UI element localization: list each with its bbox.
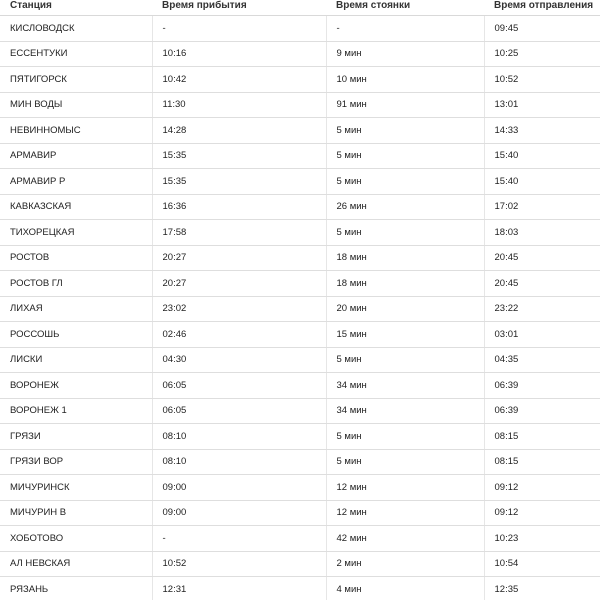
header-row bbox=[0, 0, 600, 16]
table-row bbox=[0, 449, 600, 475]
stop-cell: 5 мин bbox=[326, 143, 484, 169]
table-row bbox=[0, 16, 600, 42]
arrival-cell: 20:27 bbox=[152, 245, 326, 271]
station-cell: РОСТОВ ГЛ bbox=[0, 271, 152, 297]
stop-cell: 10 мин bbox=[326, 67, 484, 93]
stop-cell: 34 мин bbox=[326, 398, 484, 424]
station-cell: РОСТОВ bbox=[0, 245, 152, 271]
departure-cell: 23:22 bbox=[484, 296, 600, 322]
departure-cell: 03:01 bbox=[484, 322, 600, 348]
station-cell: ГРЯЗИ bbox=[0, 424, 152, 450]
stop-cell: 12 мин bbox=[326, 475, 484, 501]
arrival-cell: 04:30 bbox=[152, 347, 326, 373]
stop-cell: 91 мин bbox=[326, 92, 484, 118]
header-arrival: Время прибытия bbox=[152, 0, 326, 16]
arrival-cell: 10:42 bbox=[152, 67, 326, 93]
station-cell: ВОРОНЕЖ bbox=[0, 373, 152, 399]
stop-cell: 20 мин bbox=[326, 296, 484, 322]
departure-cell: 12:35 bbox=[484, 577, 600, 600]
table-row bbox=[0, 551, 600, 577]
station-cell: ЛИСКИ bbox=[0, 347, 152, 373]
departure-cell: 10:54 bbox=[484, 551, 600, 577]
table-row bbox=[0, 41, 600, 67]
station-cell: АЛ НЕВСКАЯ bbox=[0, 551, 152, 577]
arrival-cell: - bbox=[152, 526, 326, 552]
station-cell: НЕВИННОМЫС bbox=[0, 118, 152, 144]
stop-cell: 42 мин bbox=[326, 526, 484, 552]
departure-cell: 10:23 bbox=[484, 526, 600, 552]
table-row bbox=[0, 118, 600, 144]
header-stop: Время стоянки bbox=[326, 0, 484, 16]
arrival-cell: - bbox=[152, 16, 326, 42]
departure-cell: 20:45 bbox=[484, 245, 600, 271]
stop-cell: 34 мин bbox=[326, 373, 484, 399]
arrival-cell: 15:35 bbox=[152, 143, 326, 169]
arrival-cell: 17:58 bbox=[152, 220, 326, 246]
stop-cell: 5 мин bbox=[326, 424, 484, 450]
table-row bbox=[0, 347, 600, 373]
departure-cell: 18:03 bbox=[484, 220, 600, 246]
departure-cell: 08:15 bbox=[484, 449, 600, 475]
departure-cell: 20:45 bbox=[484, 271, 600, 297]
stop-cell: 5 мин bbox=[326, 118, 484, 144]
stop-cell: 18 мин bbox=[326, 271, 484, 297]
stop-cell: 26 мин bbox=[326, 194, 484, 220]
station-cell: МИН ВОДЫ bbox=[0, 92, 152, 118]
departure-cell: 04:35 bbox=[484, 347, 600, 373]
arrival-cell: 10:52 bbox=[152, 551, 326, 577]
stop-cell: 5 мин bbox=[326, 449, 484, 475]
departure-cell: 10:52 bbox=[484, 67, 600, 93]
table-row bbox=[0, 67, 600, 93]
station-cell: ХОБОТОВО bbox=[0, 526, 152, 552]
departure-cell: 15:40 bbox=[484, 143, 600, 169]
table-row bbox=[0, 526, 600, 552]
stop-cell: 5 мин bbox=[326, 220, 484, 246]
table-row bbox=[0, 424, 600, 450]
table-row bbox=[0, 322, 600, 348]
table-row bbox=[0, 194, 600, 220]
departure-cell: 06:39 bbox=[484, 398, 600, 424]
arrival-cell: 02:46 bbox=[152, 322, 326, 348]
arrival-cell: 23:02 bbox=[152, 296, 326, 322]
station-cell: РОССОШЬ bbox=[0, 322, 152, 348]
stop-cell: 18 мин bbox=[326, 245, 484, 271]
departure-cell: 08:15 bbox=[484, 424, 600, 450]
stop-cell: 2 мин bbox=[326, 551, 484, 577]
departure-cell: 09:12 bbox=[484, 500, 600, 526]
station-cell: КИСЛОВОДСК bbox=[0, 16, 152, 42]
table-row bbox=[0, 143, 600, 169]
departure-cell: 10:25 bbox=[484, 41, 600, 67]
stop-cell: 9 мин bbox=[326, 41, 484, 67]
arrival-cell: 06:05 bbox=[152, 373, 326, 399]
arrival-cell: 06:05 bbox=[152, 398, 326, 424]
arrival-cell: 09:00 bbox=[152, 475, 326, 501]
arrival-cell: 09:00 bbox=[152, 500, 326, 526]
station-cell: МИЧУРИНСК bbox=[0, 475, 152, 501]
header-departure: Время отправления bbox=[484, 0, 600, 16]
stop-cell: 5 мин bbox=[326, 169, 484, 195]
station-cell: ГРЯЗИ ВОР bbox=[0, 449, 152, 475]
table-row bbox=[0, 373, 600, 399]
station-cell: АРМАВИР bbox=[0, 143, 152, 169]
table-row bbox=[0, 398, 600, 424]
table-row bbox=[0, 577, 600, 600]
table-row bbox=[0, 245, 600, 271]
station-cell: ПЯТИГОРСК bbox=[0, 67, 152, 93]
station-cell: РЯЗАНЬ bbox=[0, 577, 152, 600]
departure-cell: 09:12 bbox=[484, 475, 600, 501]
station-cell: ТИХОРЕЦКАЯ bbox=[0, 220, 152, 246]
departure-cell: 09:45 bbox=[484, 16, 600, 42]
arrival-cell: 10:16 bbox=[152, 41, 326, 67]
station-cell: ЛИХАЯ bbox=[0, 296, 152, 322]
departure-cell: 17:02 bbox=[484, 194, 600, 220]
station-cell: АРМАВИР Р bbox=[0, 169, 152, 195]
table-body bbox=[0, 16, 600, 600]
stop-cell: 5 мин bbox=[326, 347, 484, 373]
station-cell: ЕССЕНТУКИ bbox=[0, 41, 152, 67]
table-row bbox=[0, 220, 600, 246]
stop-cell: 4 мин bbox=[326, 577, 484, 600]
departure-cell: 15:40 bbox=[484, 169, 600, 195]
arrival-cell: 15:35 bbox=[152, 169, 326, 195]
arrival-cell: 14:28 bbox=[152, 118, 326, 144]
header-station: Станция bbox=[0, 0, 152, 16]
station-cell: ВОРОНЕЖ 1 bbox=[0, 398, 152, 424]
table-row bbox=[0, 92, 600, 118]
departure-cell: 13:01 bbox=[484, 92, 600, 118]
station-cell: КАВКАЗСКАЯ bbox=[0, 194, 152, 220]
arrival-cell: 08:10 bbox=[152, 449, 326, 475]
departure-cell: 14:33 bbox=[484, 118, 600, 144]
arrival-cell: 11:30 bbox=[152, 92, 326, 118]
stop-cell: 12 мин bbox=[326, 500, 484, 526]
table-row bbox=[0, 296, 600, 322]
table-row bbox=[0, 500, 600, 526]
table-row bbox=[0, 475, 600, 501]
arrival-cell: 08:10 bbox=[152, 424, 326, 450]
arrival-cell: 20:27 bbox=[152, 271, 326, 297]
departure-cell: 06:39 bbox=[484, 373, 600, 399]
table-row bbox=[0, 271, 600, 297]
table-header bbox=[0, 0, 600, 16]
stop-cell: - bbox=[326, 16, 484, 42]
stop-cell: 15 мин bbox=[326, 322, 484, 348]
station-cell: МИЧУРИН В bbox=[0, 500, 152, 526]
table-row bbox=[0, 169, 600, 195]
arrival-cell: 16:36 bbox=[152, 194, 326, 220]
arrival-cell: 12:31 bbox=[152, 577, 326, 600]
